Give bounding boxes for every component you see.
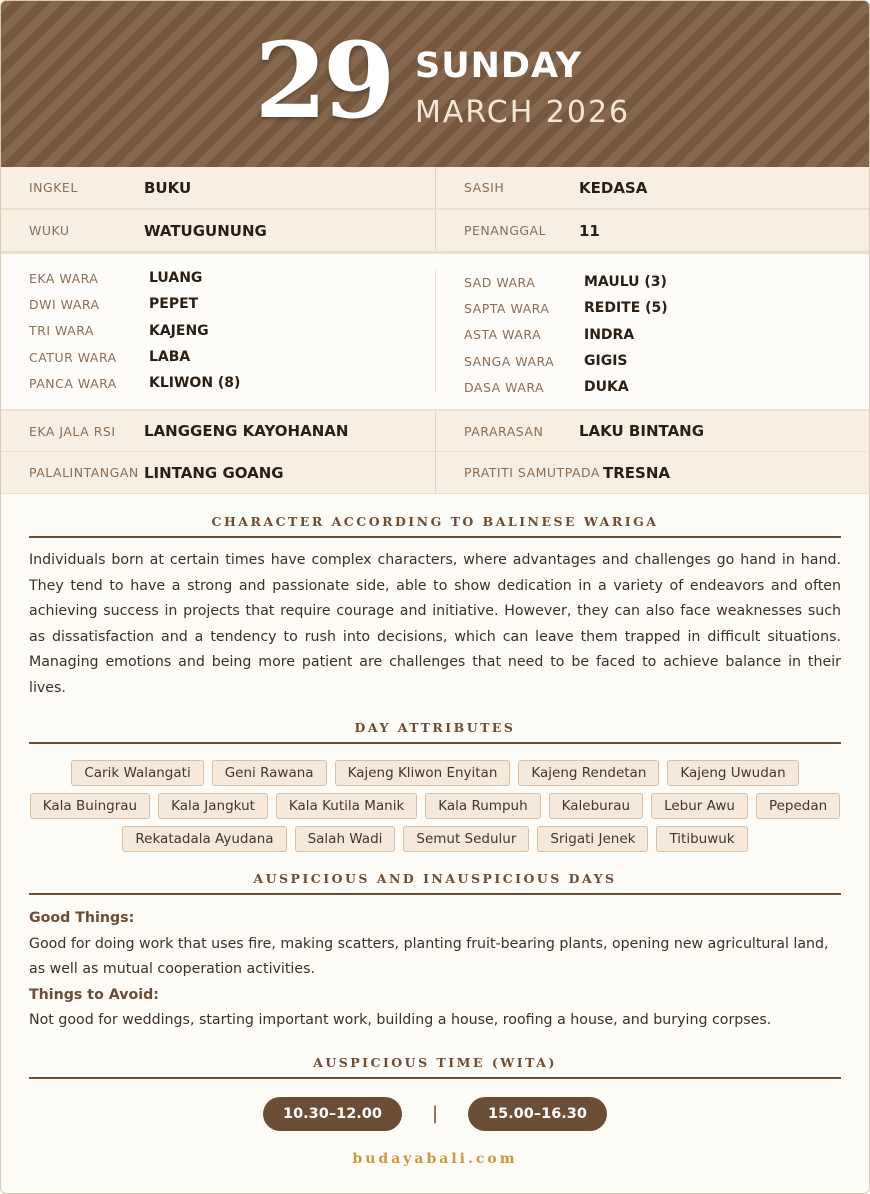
wara-column-right <box>435 269 869 396</box>
wara-value: REDITE (5) <box>584 300 668 317</box>
wara-label: SAD WARA <box>464 274 536 290</box>
sasih-value: KEDASA <box>579 178 648 197</box>
wara-value: KLIWON (8) <box>149 375 241 392</box>
palalintangan-label: PALALINTANGAN <box>29 465 139 480</box>
wara-label: PANCA WARA <box>29 375 117 391</box>
wara-item <box>29 291 435 317</box>
attribute-badge: Kajeng Kliwon Enyitan <box>335 760 511 786</box>
time-title: AUSPICIOUS TIME (WITA) <box>29 1055 841 1079</box>
attribute-badge: Kala Buingrau <box>30 793 150 819</box>
info-row <box>1 410 869 452</box>
info-cell <box>435 167 869 208</box>
info-row <box>1 167 869 210</box>
wara-item <box>464 322 869 348</box>
attribute-badge: Lebur Awu <box>651 793 748 819</box>
wara-item <box>29 265 435 291</box>
eka-jala-rsi-label: EKA JALA RSI <box>29 423 116 439</box>
character-title: CHARACTER ACCORDING TO BALINESE WARIGA <box>29 514 841 538</box>
badge-row <box>29 793 841 819</box>
days-section <box>1 871 869 1034</box>
wara-value: DUKA <box>584 379 629 396</box>
wara-item <box>464 269 869 295</box>
pararasan-label: PARARASAN <box>464 423 544 439</box>
avoid-label: Things to Avoid: <box>29 986 159 1003</box>
info-cell <box>435 411 869 451</box>
attribute-badge: Pepedan <box>756 793 840 819</box>
info-cell <box>1 210 435 251</box>
info-cell <box>1 452 435 493</box>
pratiti-samutpada-label: PRATITI SAMUTPADA <box>464 465 600 480</box>
wara-label: ASTA WARA <box>464 327 542 343</box>
attribute-badge: Srigati Jenek <box>537 826 648 852</box>
wuku-label: WUKU <box>29 223 70 238</box>
wara-label: DASA WARA <box>464 379 545 395</box>
wara-label: EKA WARA <box>29 270 99 286</box>
time-slot-pill: 10.30–12.00 <box>263 1097 402 1131</box>
palalintangan-value: LINTANG GOANG <box>144 463 284 482</box>
info-cell <box>435 452 869 493</box>
time-separator: | <box>431 1103 439 1124</box>
attribute-badge: Carik Walangati <box>71 760 203 786</box>
badge-row <box>29 826 841 852</box>
days-title: AUSPICIOUS AND INAUSPICIOUS DAYS <box>29 871 841 895</box>
sasih-label: SASIH <box>464 180 505 195</box>
wara-item <box>29 344 435 370</box>
date-header <box>1 1 869 167</box>
wara-label: CATUR WARA <box>29 349 117 365</box>
eka-jala-rsi-value: LANGGENG KAYOHANAN <box>144 422 349 440</box>
wara-label: SANGA WARA <box>464 353 555 369</box>
days-content <box>29 906 841 1034</box>
attribute-badge: Geni Rawana <box>212 760 327 786</box>
wara-item <box>29 318 435 344</box>
time-slot-pill: 15.00–16.30 <box>468 1097 607 1131</box>
wara-item <box>464 348 869 374</box>
info-rows <box>1 167 869 253</box>
wara-column-left <box>1 265 435 409</box>
attribute-badge: Kaleburau <box>549 793 643 819</box>
month-year: MARCH 2026 <box>415 95 631 130</box>
attribute-badge: Kala Kutila Manik <box>276 793 417 819</box>
pararasan-value: LAKU BINTANG <box>579 422 705 440</box>
info-row <box>1 452 869 494</box>
pratiti-samutpada-value: TRESNA <box>603 463 670 482</box>
penanggal-label: PENANGGAL <box>464 223 547 238</box>
attribute-badge: Kala Rumpuh <box>425 793 540 819</box>
wara-value: LUANG <box>149 270 203 287</box>
wara-item <box>464 295 869 321</box>
attributes-section <box>1 720 869 852</box>
wara-value: GIGIS <box>584 353 628 370</box>
wara-value: PEPET <box>149 296 199 313</box>
wara-label: TRI WARA <box>29 323 94 339</box>
info-cell <box>1 411 435 451</box>
ingkel-label: INGKEL <box>29 180 78 195</box>
wara-item <box>29 370 435 396</box>
info-cell <box>435 210 869 251</box>
good-things-text: Good for doing work that uses fire, making scatters, planting fruit-bearing plants, opening new agricultural land, as well as mutual cooperation activities. <box>29 935 829 977</box>
avoid-text: Not good for weddings, starting important work, building a house, roofing a house, and burying corpses. <box>29 1012 772 1028</box>
good-things-label: Good Things: <box>29 910 135 926</box>
attribute-badge: Salah Wadi <box>295 826 396 852</box>
wara-value: LABA <box>149 349 191 366</box>
wara-label: SAPTA WARA <box>464 300 550 316</box>
info-cell <box>1 167 435 208</box>
attribute-badge: Kala Jangkut <box>158 793 268 819</box>
day-number: 29 <box>254 19 392 142</box>
badge-row <box>29 760 841 786</box>
wara-value: MAULU (3) <box>584 274 667 291</box>
wara-grid <box>1 253 869 410</box>
attribute-badge: Titibuwuk <box>656 826 747 852</box>
footer-brand: budayabali.com <box>352 1150 518 1167</box>
attribute-badge: Rekatadala Ayudana <box>122 826 286 852</box>
time-section <box>1 1055 869 1131</box>
wuku-value: WATUGUNUNG <box>144 221 267 240</box>
attribute-badge: Kajeng Uwudan <box>667 760 798 786</box>
character-section <box>1 514 869 701</box>
day-name: SUNDAY <box>415 46 583 86</box>
attribute-badge: Kajeng Rendetan <box>518 760 659 786</box>
wara-item <box>464 374 869 400</box>
wara-label: DWI WARA <box>29 296 100 312</box>
time-slots <box>29 1097 841 1131</box>
character-text: Individuals born at certain times have complex characters, where advantages and challenges go hand in hand. They tend to have a strong and passionate side, able to show dedication in a variety of endeavors and often achieving success in projects that require courage and initiative. However, they can also face weaknesses such as dissatisfaction and a tendency to rush into decisions, which can leave them trapped in difficult situations. Managing emotions and being more patient are challenges that need to be faced to achieve balance in their lives. <box>29 552 841 696</box>
ingkel-value: BUKU <box>144 178 192 197</box>
wara-value: KAJENG <box>149 322 209 339</box>
info-row <box>1 210 869 253</box>
attribute-badge: Semut Sedulur <box>403 826 529 852</box>
attribute-badges <box>29 760 841 852</box>
extra-rows <box>1 410 869 494</box>
penanggal-value: 11 <box>579 221 600 240</box>
attributes-title: DAY ATTRIBUTES <box>29 720 841 744</box>
wara-value: INDRA <box>584 326 635 343</box>
